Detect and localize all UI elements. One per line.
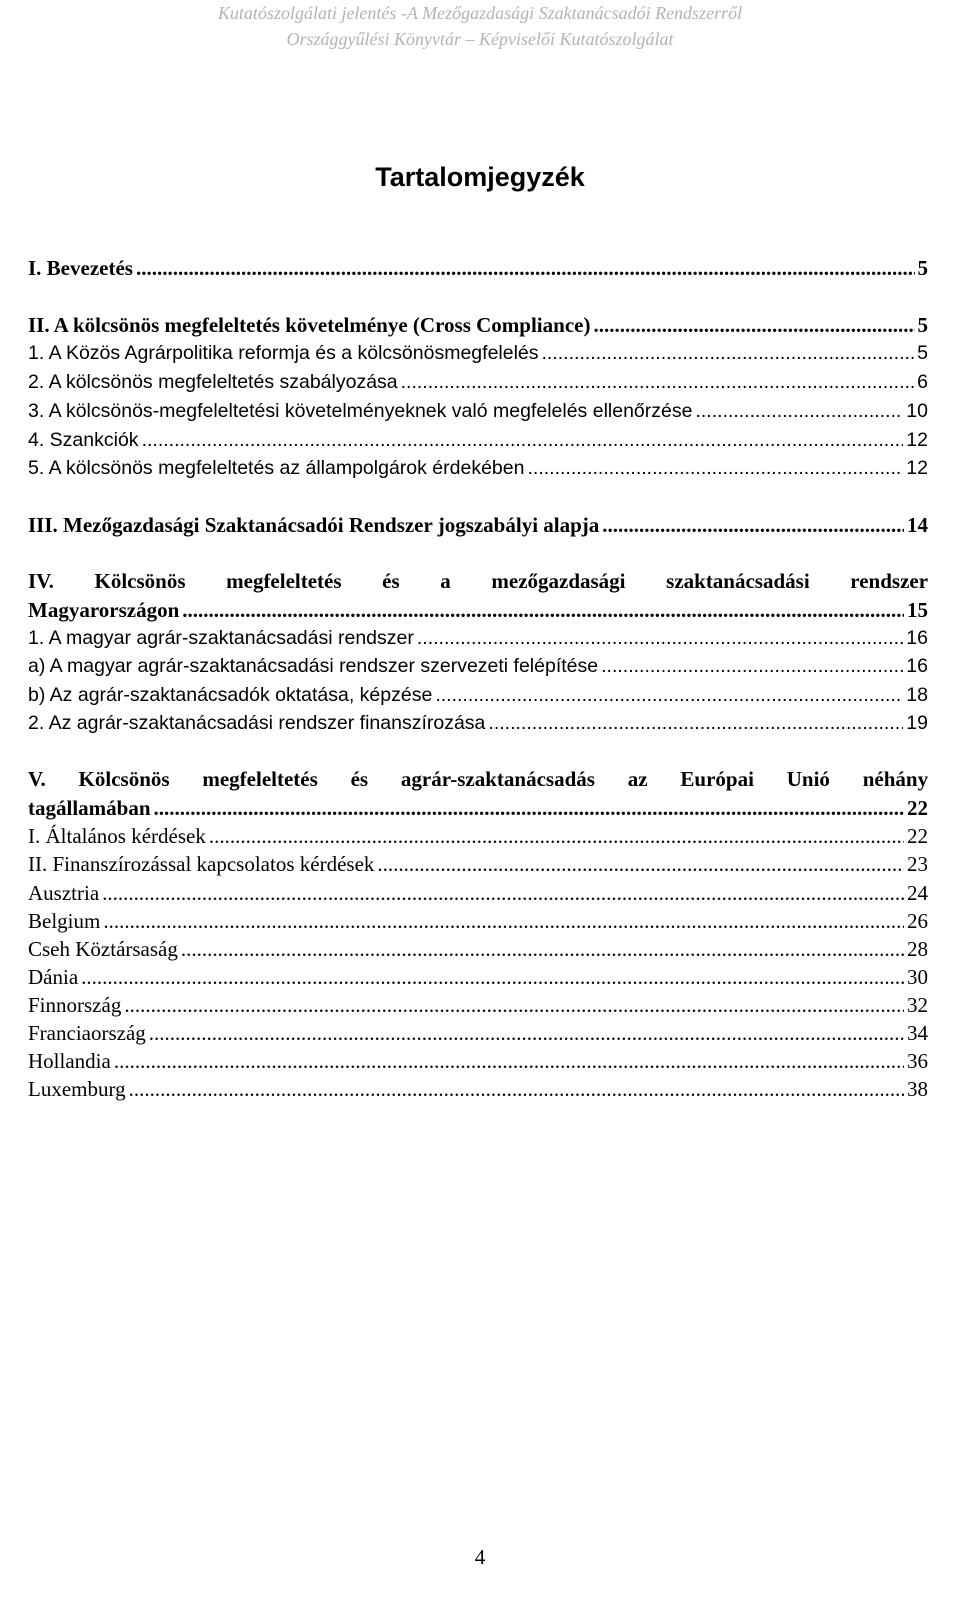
toc-entry-finanszirozas[interactable]: 2. Az agrár-szaktanácsadási rendszer finanszírozása ..... 19	[28, 712, 928, 735]
toc-entry-cross-compliance[interactable]: II. A kölcsönös megfeleltetés követelménye (Cross Compliance) ..... 5	[28, 313, 928, 338]
toc-entry-allampolgarok[interactable]: 5. A kölcsönös megfeleltetés az állampolgárok érdekében ..... 12	[28, 457, 928, 480]
header-line-2: Országgyűlési Könyvtár – Képviselői Kutatószolgálat	[286, 29, 674, 49]
toc-entry-hollandia[interactable]: Hollandia ..... 36	[28, 1049, 928, 1074]
running-header	[0, 0, 960, 52]
toc-entry-dania[interactable]: Dánia ..... 30	[28, 965, 928, 990]
toc-entry-luxemburg[interactable]: Luxemburg ..... 38	[28, 1077, 928, 1102]
toc-entry-szervezeti-felepites[interactable]: a) A magyar agrár-szaktanácsadási rendszer szervezeti felépítése ..... 16	[28, 655, 928, 678]
toc-entry-kap-reform[interactable]: 1. A Közös Agrárpolitika reformja és a kölcsönösmegfelelés ..... 5	[28, 342, 928, 365]
page-title: Tartalomjegyzék	[375, 162, 585, 192]
toc-entry-oktatas-kepzes[interactable]: b) Az agrár-szaktanácsadók oktatása, képzése ..... 18	[28, 684, 928, 707]
header-line-1: Kutatószolgálati jelentés -A Mezőgazdasági Szaktanácsadói Rendszerről	[217, 3, 743, 23]
toc-entry-ellenorzes[interactable]: 3. A kölcsönös-megfeleltetési követelményeknek való megfelelés ellenőrzése ..... 10	[28, 400, 928, 423]
toc-entry-v-line1[interactable]: V. Kölcsönös megfeleltetés és agrár-szaktanácsadás az Európai Unió néhány	[28, 767, 929, 791]
toc-entry-finnorszag[interactable]: Finnország ..... 32	[28, 993, 928, 1018]
toc-entry-iv-magyarorszagon[interactable]: Magyarországon ..... 15	[28, 598, 928, 623]
toc-entry-ausztria[interactable]: Ausztria ..... 24	[28, 881, 928, 906]
toc-entry-magyar-rendszer[interactable]: 1. A magyar agrár-szaktanácsadási rendszer ..... 16	[28, 627, 928, 650]
toc-entry-szankciok[interactable]: 4. Szankciók ..... 12	[28, 429, 928, 452]
toc-entry-szabalyozas[interactable]: 2. A kölcsönös megfeleltetés szabályozása ..... 6	[28, 371, 928, 394]
toc-entry-jogszabalyi-alap[interactable]: III. Mezőgazdasági Szaktanácsadói Rendszer jogszabályi alapja ..... 14	[28, 513, 928, 538]
toc-entry-franciaorszag[interactable]: Franciaország ..... 34	[28, 1021, 928, 1046]
toc-entry-belgium[interactable]: Belgium ..... 26	[28, 909, 928, 934]
toc-entry-bevezetes[interactable]: I. Bevezetés ..... 5	[28, 256, 928, 281]
toc-entry-v-tagallamaban[interactable]: tagállamában ..... 22	[28, 796, 928, 821]
toc-entry-finanszirozasi-kerdesek[interactable]: II. Finanszírozással kapcsolatos kérdések ..... 23	[28, 852, 928, 877]
toc-entry-altalanos-kerdesek[interactable]: I. Általános kérdések ..... 22	[28, 824, 928, 849]
page-number: 4	[474, 1545, 486, 1569]
toc-entry-iv-line1[interactable]: IV. Kölcsönös megfeleltetés és a mezőgazdasági szaktanácsadási rendszer	[28, 569, 929, 593]
toc-entry-cseh-koztarsasag[interactable]: Cseh Köztársaság ..... 28	[28, 937, 928, 962]
